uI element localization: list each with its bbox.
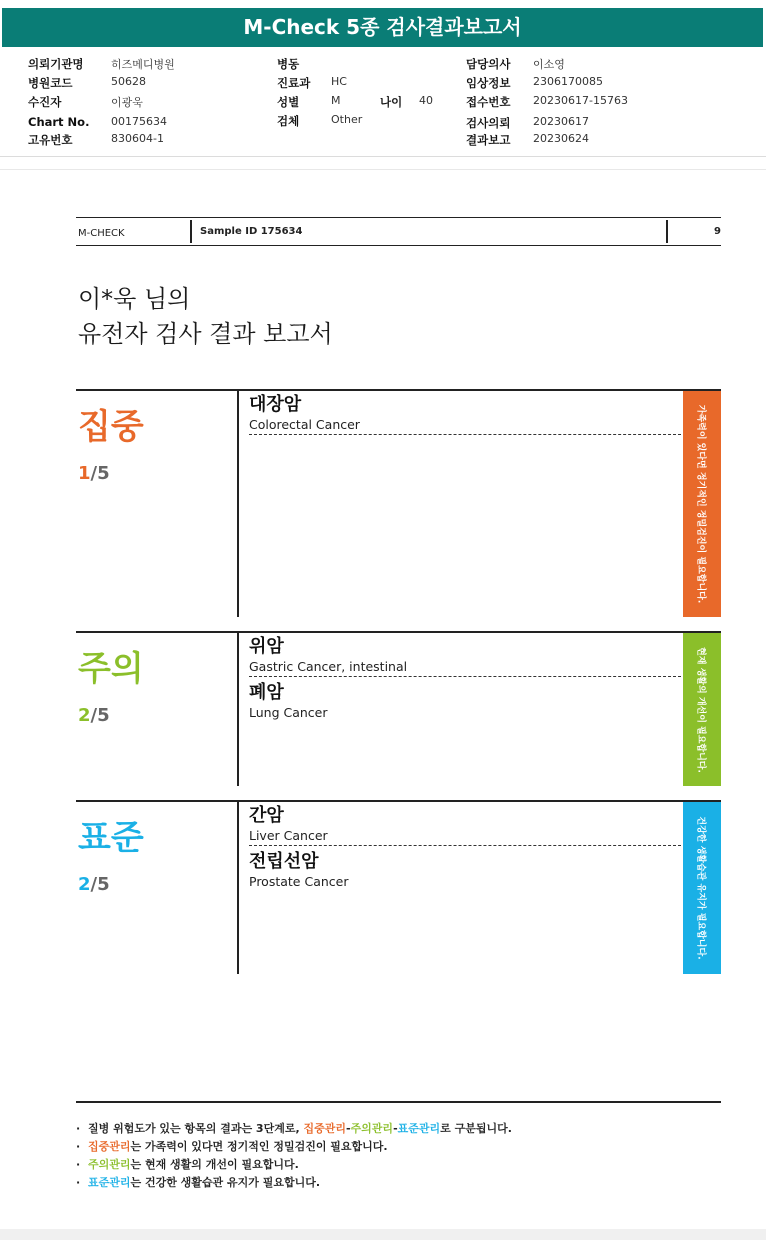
cancer-item xyxy=(249,635,681,677)
section-vertical-rule xyxy=(237,391,239,617)
info-value: 20230617-15763 xyxy=(533,94,628,107)
cancer-name-ko: 위암 xyxy=(249,636,284,657)
grade-count xyxy=(78,874,110,895)
footnotes xyxy=(76,1120,512,1192)
info-label: 나이 xyxy=(380,95,403,109)
sample-id: Sample ID 175634 xyxy=(190,220,302,243)
grade-count-total: /5 xyxy=(90,705,110,726)
info-value: 히즈메디병원 xyxy=(111,58,175,71)
info-label: 결과보고 xyxy=(466,133,511,147)
grade-side-banner xyxy=(683,802,721,974)
info-label: 검사의뢰 xyxy=(466,116,511,130)
side-banner-text: 현재 생활의 개선이 필요합니다. xyxy=(695,646,706,773)
report-title-bar xyxy=(2,8,763,47)
risk-section-caution xyxy=(76,631,721,786)
cancer-item xyxy=(249,850,681,891)
grade-side-banner xyxy=(683,391,721,617)
info-value: 00175634 xyxy=(111,115,167,128)
brand-name: M-CHECK xyxy=(78,228,125,239)
cancer-name-en: Liver Cancer xyxy=(249,828,328,843)
cancer-name-en: Prostate Cancer xyxy=(249,874,349,889)
info-label: 병동 xyxy=(277,57,300,71)
cancer-name-ko: 간암 xyxy=(249,805,284,826)
cancer-name-ko: 폐암 xyxy=(249,682,284,703)
cancer-name-ko: 전립선암 xyxy=(249,851,319,872)
cancer-name-en: Gastric Cancer, intestinal xyxy=(249,659,408,674)
info-value: 2306170085 xyxy=(533,75,603,88)
report-running-header xyxy=(76,217,721,246)
patient-info-table xyxy=(0,56,766,156)
info-label: 수진자 xyxy=(28,95,62,109)
info-label: 고유번호 xyxy=(28,133,73,147)
info-value: 이소영 xyxy=(533,58,565,71)
info-label: 병원코드 xyxy=(28,76,73,90)
report-title: M-Check 5종 검사결과보고서 xyxy=(243,15,522,39)
info-value: HC xyxy=(331,75,347,88)
cancer-name-en: Colorectal Cancer xyxy=(249,417,360,432)
info-value: M xyxy=(331,94,341,107)
footnote: · 표준관리는 건강한 생활습관 유지가 필요합니다. xyxy=(76,1176,321,1189)
headline-name: 이*욱 님의 xyxy=(78,285,191,313)
grade-count xyxy=(78,705,110,726)
risk-section-intensive xyxy=(76,389,721,617)
risk-section-standard xyxy=(76,800,721,974)
grade-count-total: /5 xyxy=(90,463,110,484)
grade-label: 집중 xyxy=(78,407,144,447)
footnote: · 질병 위험도가 있는 항목의 결과는 3단계로, 집중관리-주의관리-표준관리로 구분됩니다. xyxy=(76,1122,512,1135)
grade-side-banner xyxy=(683,633,721,786)
info-label: Chart No. xyxy=(28,115,90,129)
cancer-list xyxy=(249,804,681,895)
info-label: 진료과 xyxy=(277,76,311,90)
footnote: · 집중관리는 가족력이 있다면 정기적인 정밀검진이 필요합니다. xyxy=(76,1140,388,1153)
info-value: 20230624 xyxy=(533,132,589,145)
footnote: · 주의관리는 현재 생활의 개선이 필요합니다. xyxy=(76,1158,299,1171)
grade-label: 주의 xyxy=(78,649,144,689)
report-headline xyxy=(78,282,333,352)
page-number: 9 xyxy=(666,220,721,243)
info-value: 이광욱 xyxy=(111,96,143,109)
grade-count-total: /5 xyxy=(90,874,110,895)
info-label: 접수번호 xyxy=(466,95,511,109)
info-label: 검체 xyxy=(277,114,300,128)
section-divider xyxy=(0,156,766,170)
cancer-name-en: Lung Cancer xyxy=(249,705,328,720)
footer-rule xyxy=(76,1101,721,1103)
info-value: Other xyxy=(331,113,363,126)
section-vertical-rule xyxy=(237,633,239,786)
info-label: 성별 xyxy=(277,95,300,109)
grade-count-number: 2 xyxy=(78,874,91,895)
cancer-item xyxy=(249,804,681,846)
page-bottom-band xyxy=(0,1229,766,1240)
cancer-name-ko: 대장암 xyxy=(249,394,302,415)
side-banner-text: 건강한 생활습관 유지가 필요합니다. xyxy=(695,816,706,960)
info-label: 임상정보 xyxy=(466,76,511,90)
headline-title: 유전자 검사 결과 보고서 xyxy=(78,320,333,348)
info-value: 20230617 xyxy=(533,115,589,128)
cancer-item xyxy=(249,393,681,435)
grade-count-number: 2 xyxy=(78,705,91,726)
cancer-list xyxy=(249,635,681,726)
info-value: 830604-1 xyxy=(111,132,164,145)
info-value: 40 xyxy=(419,94,433,107)
grade-count xyxy=(78,463,110,484)
info-label: 담당의사 xyxy=(466,57,511,71)
cancer-item xyxy=(249,681,681,722)
section-vertical-rule xyxy=(237,802,239,974)
info-value: 50628 xyxy=(111,75,146,88)
grade-label: 표준 xyxy=(78,818,144,858)
info-label: 의뢰기관명 xyxy=(28,57,84,71)
grade-count-number: 1 xyxy=(78,463,91,484)
side-banner-text: 가족력이 있다면 정기적인 정밀검진이 필요합니다. xyxy=(695,404,706,604)
cancer-list xyxy=(249,393,681,439)
